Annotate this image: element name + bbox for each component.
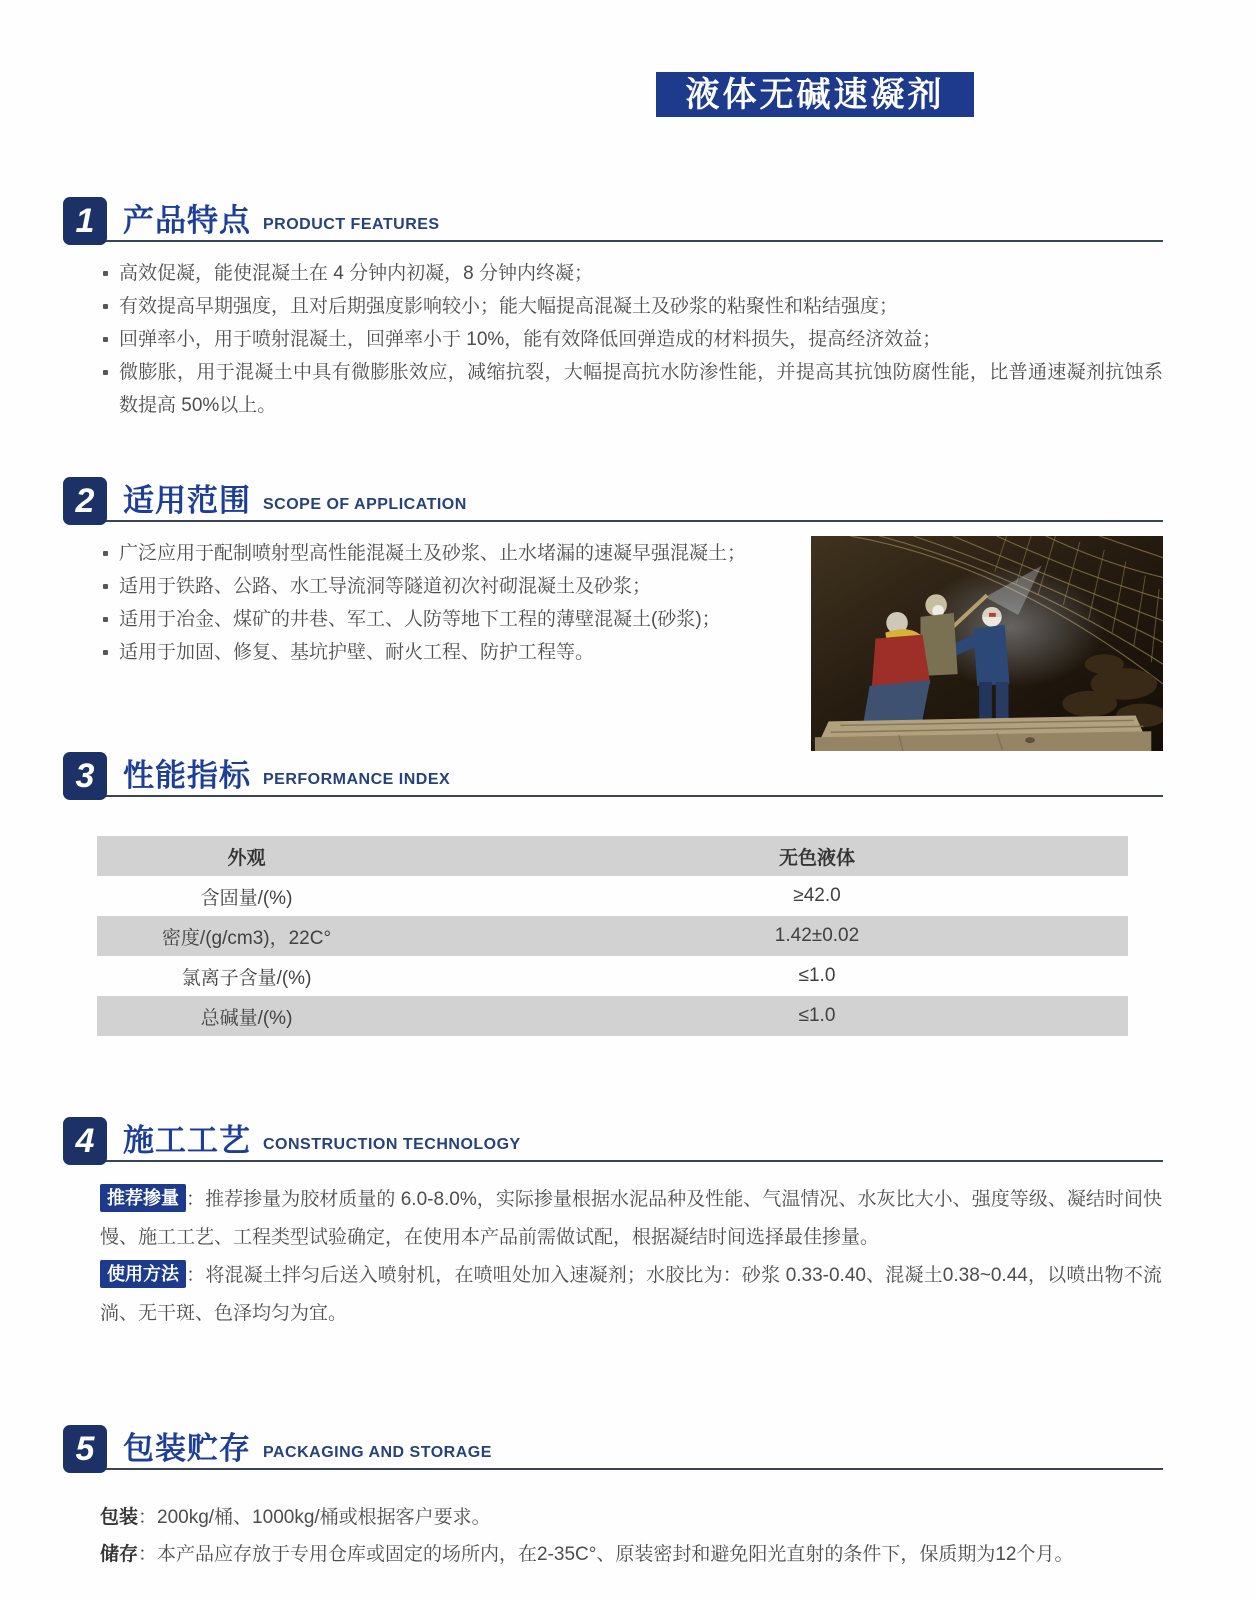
section-number-badge: 1 [63,197,107,245]
section-title-zh: 性能指标 [123,758,251,793]
table-cell-property: 密度/(g/cm3)，22C° [161,927,332,949]
section-title-zh: 适用范围 [123,483,251,518]
table-cell-property: 总碱量/(%) [200,1007,293,1029]
header-underline [66,1468,1163,1470]
table-cell-value: ≥42.0 [793,885,841,906]
section-number-badge: 2 [63,477,107,525]
section-header [63,1425,1163,1473]
section-header [63,752,1163,800]
table-cell-value: ≤1.0 [798,1005,836,1026]
table-row [97,996,1128,1036]
storage-value: ：本产品应存放于专用仓库或固定的场所内，在2-35C°、原装密封和避免阳光直射的条件下，保质期为12个月。 [138,1544,1074,1565]
page-title: 液体无碱速凝剂 [656,72,974,117]
section-title-en: PRODUCT FEATURES [263,216,440,233]
list-item: 有效提高早期强度，且对后期强度影响较小；能大幅提高混凝土及砂浆的粘聚性和粘结强度； [101,290,1163,323]
section-title-en: PERFORMANCE INDEX [263,771,451,788]
section-title-zh: 包装贮存 [123,1431,251,1466]
paragraph-dosage [100,1181,1162,1257]
table-header-property: 外观 [227,847,266,869]
section-number-badge: 3 [63,752,107,800]
table-cell-value: ≤1.0 [798,965,836,986]
packaging-label: 包装 [100,1507,139,1528]
paragraph-usage [100,1257,1162,1333]
section-performance-index [63,752,1163,1036]
storage-label: 储存 [100,1544,139,1565]
header-underline [66,240,1163,242]
list-item: 微膨胀，用于混凝土中具有微膨胀效应，减缩抗裂，大幅提高抗水防渗性能，并提高其抗蚀防腐性能，比普通速凝剂抗蚀系数提高 50%以上。 [101,356,1163,422]
header-underline [66,1160,1163,1162]
table-row [97,916,1128,956]
tunnel-construction-photo [811,536,1163,751]
construction-paragraphs [100,1181,1162,1333]
table-header-value: 无色液体 [778,847,855,869]
table-row [97,876,1128,916]
section-header [63,477,1163,525]
list-item: 广泛应用于配制喷射型高性能混凝土及砂浆、止水堵漏的速凝早强混凝土； [101,537,756,570]
usage-badge: 使用方法 [100,1260,186,1288]
feature-list [63,257,1163,422]
section-title-zh: 产品特点 [123,203,251,238]
storage-line [100,1536,1180,1573]
application-list [63,537,756,669]
section-title-en: PACKAGING AND STORAGE [263,1444,492,1461]
paragraph-text: ：将混凝土拌匀后送入喷射机，在喷咀处加入速凝剂；水胶比为：砂浆 0.33-0.40、混凝土0.38~0.44，以喷出物不流淌、无干斑、色泽均匀为宜。 [100,1265,1162,1324]
section-number-badge: 4 [63,1117,107,1165]
packaging-value: ：200kg/桶、1000kg/桶或根据客户要求。 [138,1507,491,1528]
performance-table [97,836,1128,1036]
section-construction-technology [63,1117,1163,1333]
packaging-storage-text [100,1499,1180,1573]
header-underline [66,520,1163,522]
list-item: 适用于冶金、煤矿的井巷、军工、人防等地下工程的薄壁混凝土(砂浆)； [101,603,756,636]
dosage-badge: 推荐掺量 [100,1184,186,1212]
section-scope-of-application [63,477,1163,751]
section-title-en: SCOPE OF APPLICATION [263,496,467,513]
section-title-zh: 施工工艺 [123,1123,251,1158]
packaging-line [100,1499,1180,1536]
section-title-en: CONSTRUCTION TECHNOLOGY [263,1136,521,1153]
section-header [63,1117,1163,1165]
section-number-badge: 5 [63,1425,107,1473]
list-item: 适用于铁路、公路、水工导流洞等隧道初次衬砌混凝土及砂浆； [101,570,756,603]
list-item: 适用于加固、修复、基坑护壁、耐火工程、防护工程等。 [101,636,756,669]
section-product-features [63,197,1163,422]
table-cell-property: 氯离子含量/(%) [181,967,312,989]
section-packaging-storage [63,1425,1163,1573]
section-header [63,197,1163,245]
list-item: 回弹率小，用于喷射混凝土，回弹率小于 10%，能有效降低回弹造成的材料损失，提高经济效益； [101,323,1163,356]
table-cell-property: 含固量/(%) [200,887,293,909]
table-cell-value: 1.42±0.02 [774,925,860,946]
paragraph-text: ：推荐掺量为胶材质量的 6.0-8.0%，实际掺量根据水泥品种及性能、气温情况、水灰比大小、强度等级、凝结时间快慢、施工工艺、工程类型试验确定，在使用本产品前需做试配，根据凝结时间选择最佳掺量。 [100,1189,1162,1248]
header-underline [66,795,1163,797]
table-header-row [97,836,1128,876]
table-row [97,956,1128,996]
list-item: 高效促凝，能使混凝土在 4 分钟内初凝，8 分钟内终凝； [101,257,1163,290]
